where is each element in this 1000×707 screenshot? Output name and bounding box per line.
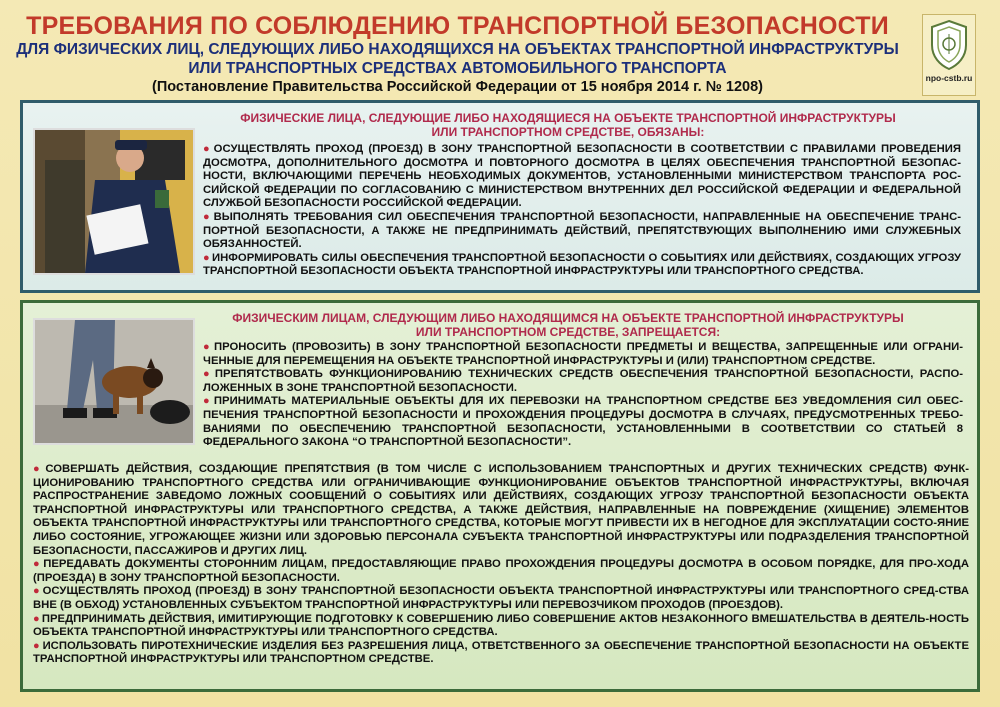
bullet-icon: ● [203,368,213,381]
list-item: ● ПЕРЕДАВАТЬ ДОКУМЕНТЫ СТОРОННИМ ЛИЦАМ, ПРЕДОСТАВЛЯЮЩИЕ ПРАВО ПРОХОЖДЕНИЯ ПРОЦЕДУРЫ ДОСМОТРА В ОСОБОМ ПОРЯДКЕ, ДЛЯ ПРО-ХОДА (ПРОЕЗДА) В ЗОНУ ТРАНСПОРТНОЙ БЕЗОПАСНОСТИ. [33,558,969,584]
poster-header [0,12,915,96]
shield-icon [929,19,969,71]
obligations-heading-line2: ИЛИ ТРАНСПОРТНОМ СРЕДСТВЕ, ОБЯЗАНЫ: [431,125,705,139]
prohibitions-list-lower [33,463,969,667]
list-item: ● ВЫПОЛНЯТЬ ТРЕБОВАНИЯ СИЛ ОБЕСПЕЧЕНИЯ ТРАНСПОРТНОЙ БЕЗОПАСНОСТИ, НАПРАВЛЕННЫЕ НА ОБЕСПЕЧЕНИЕ ТРАНС-ПОРТНОЙ БЕЗОПАСНОСТИ, А ТАКЖЕ НЕ ПРЕДПРИНИМАТЬ ДЕЙСТВИЙ, ПРЕПЯТСТВУЮЩИХ ВЫПОЛНЕНИЮ ИМИ СЛУЖЕБНЫХ ОБЯЗАННОСТЕЙ. [203,210,961,251]
obligations-panel [20,100,980,293]
list-item: ● ПРОНОСИТЬ (ПРОВОЗИТЬ) В ЗОНУ ТРАНСПОРТНОЙ БЕЗОПАСНОСТИ ПРЕДМЕТЫ И ВЕЩЕСТВА, ЗАПРЕЩЕННЫЕ ИЛИ ОГРАНИ-ЧЕННЫЕ ДЛЯ ПЕРЕМЕЩЕНИЯ НА ОБЪЕКТЕ ТРАНСПОРТНОЙ ИНФРАСТРУКТУРЫ И (ИЛИ) ТРАНСПОРТНОМ СРЕДСТВЕ. [203,341,963,367]
bullet-icon: ● [33,558,42,571]
list-item: ● ОСУЩЕСТВЛЯТЬ ПРОХОД (ПРОЕЗД) В ЗОНУ ТРАНСПОРТНОЙ БЕЗОПАСНОСТИ В СООТВЕТСТВИИ С ПРАВИЛАМИ ПРОВЕДЕНИЯ ДОСМОТРА, ДОПОЛНИТЕЛЬНОГО ДОСМОТРА И ПОВТОРНОГО ДОСМОТРА В ЦЕЛЯХ ОБЕСПЕЧЕНИЯ ТРАНСПОРТНОЙ БЕЗОПАС-НОСТИ, ВКЛЮЧАЮЩИМИ ПЕРЕЧЕНЬ НЕОБХОДИМЫХ ДОКУМЕНТОВ, УСТАНОВЛЕННЫМИ МИНИСТЕРСТВОМ ТРАНСПОРТА РОС-СИЙСКОЙ ФЕДЕРАЦИИ ПО СОГЛАСОВАНИЮ С МИНИСТЕРСТВОМ ВНУТРЕННИХ ДЕЛ РОССИЙСКОЙ ФЕДЕРАЦИИ И ФЕДЕРАЛЬНОЙ СЛУЖБОЙ БЕЗОПАСНОСТИ РОССИЙСКОЙ ФЕДЕРАЦИИ. [203,143,961,210]
list-item: ● ПРИНИМАТЬ МАТЕРИАЛЬНЫЕ ОБЪЕКТЫ ДЛЯ ИХ ПЕРЕВОЗКИ НА ТРАНСПОРТНОМ СРЕДСТВЕ БЕЗ УВЕДОМЛЕНИЯ СИЛ ОБЕС-ПЕЧЕНИЯ ТРАНСПОРТНОЙ БЕЗОПАСНОСТИ И ПРОХОЖДЕНИЯ ПРОЦЕДУРЫ ДОСМОТРА В СЛУЧАЯХ, ПРЕДУСМОТРЕННЫХ ТРЕБО-ВАНИЯМИ ПО ОБЕСПЕЧЕНИЮ ТРАНСПОРТНОЙ БЕЗОПАСНОСТИ, УСТАНОВЛЕННЫМИ В СООТВЕТСТВИИ СО СТАТЬЕЙ 8 ФЕДЕРАЛЬНОГО ЗАКОНА “О ТРАНСПОРТНОЙ БЕЗОПАСНОСТИ”. [203,395,963,449]
inspection-photo [33,128,195,275]
obligations-heading [203,111,933,139]
list-item: ● ИНФОРМИРОВАТЬ СИЛЫ ОБЕСПЕЧЕНИЯ ТРАНСПОРТНОЙ БЕЗОПАСНОСТИ О СОБЫТИЯХ ИЛИ ДЕЙСТВИЯХ, СОЗДАЮЩИХ УГРОЗУ ТРАНСПОРТНОЙ БЕЗОПАСНОСТИ ОБЪЕКТА ТРАНСПОРТНОЙ ИНФРАСТРУКТУРЫ ИЛИ ТРАНСПОРТНОГО СРЕДСТВА. [203,251,961,278]
logo-url: npo-cstb.ru [925,73,973,83]
poster-subtitle-line2: ИЛИ ТРАНСПОРТНЫХ СРЕДСТВАХ АВТОМОБИЛЬНОГО ТРАНСПОРТА [188,60,727,77]
bullet-icon: ● [33,585,41,598]
list-item: ● СОВЕРШАТЬ ДЕЙСТВИЯ, СОЗДАЮЩИЕ ПРЕПЯТСТВИЯ (В ТОМ ЧИСЛЕ С ИСПОЛЬЗОВАНИЕМ ТРАНСПОРТНЫХ И ДРУГИХ ТЕХНИЧЕСКИХ СРЕДСТВ) ФУНК-ЦИОНИРОВАНИЮ ТРАНСПОРТНОГО СРЕДСТВА ИЛИ ОГРАНИЧИВАЮЩИЕ ФУНКЦИОНИРОВАНИЕ ОБЪЕКТОВ ТРАНСПОРТНОЙ ИНФРАСТРУКТУРЫ, ВКЛЮЧАЯ РАСПРОСТРАНЕНИЕ ЗАВЕДОМО ЛОЖНЫХ СООБЩЕНИЙ О СОБЫТИЯХ ИЛИ ДЕЙСТВИЯХ, СОЗДАЮЩИХ УГРОЗУ ТРАНСПОРТНОЙ БЕЗОПАСНОСТИ ОБЪЕКТА ТРАНСПОРТНОЙ ИНФРАСТРУКТУРЫ ИЛИ ТРАНСПОРТНОГО СРЕДСТВА, А ТАКЖЕ ДЕЙСТВИЯ, НАПРАВЛЕННЫЕ НА ПОВРЕЖДЕНИЕ (ХИЩЕНИЕ) ЭЛЕМЕНТОВ ОБЪЕКТА ТРАНСПОРТНОЙ ИНФРАСТРУКТУРЫ ИЛИ ТРАНСПОРТНОГО СРЕДСТВА, КОТОРЫЕ МОГУТ ПРИВЕСТИ ИХ В НЕГОДНОЕ ДЛЯ ЭКСПЛУАТАЦИИ СОСТО-ЯНИЕ ЛИБО СОСТОЯНИЕ, УГРОЖАЮЩЕЕ ЖИЗНИ ИЛИ ЗДОРОВЬЮ ПЕРСОНАЛА СУБЪЕКТА ТРАНСПОРТНОЙ ИНФРАСТРУКТУРЫ ИЛИ ПОДРАЗДЕЛЕНИЯ ТРАНСПОРТНОЙ БЕЗОПАСНОСТИ, ПАССАЖИРОВ И ДРУГИХ ЛИЦ. [33,463,969,557]
logo [922,14,976,96]
obligations-list [203,143,961,279]
list-item: ● ОСУЩЕСТВЛЯТЬ ПРОХОД (ПРОЕЗД) В ЗОНУ ТРАНСПОРТНОЙ БЕЗОПАСНОСТИ ОБЪЕКТА ТРАНСПОРТНОЙ ИНФРАСТРУКТУРЫ ИЛИ ТРАНСПОРТНОГО СРЕД-СТВА ВНЕ (В ОБХОД) УСТАНОВЛЕННЫХ СУБЪЕКТОМ ТРАНСПОРТНОЙ ИНФРАСТРУКТУРЫ ИЛИ ПЕРЕВОЗЧИКОМ ПРОХОДОВ (ПРОЕЗДОВ). [33,585,969,611]
list-item: ● ПРЕДПРИНИМАТЬ ДЕЙСТВИЯ, ИМИТИРУЮЩИЕ ПОДГОТОВКУ К СОВЕРШЕНИЮ ЛИБО СОВЕРШЕНИЕ АКТОВ НЕЗАКОННОГО ВМЕШАТЕЛЬСТВА В ДЕЯТЕЛЬ-НОСТЬ ОБЪЕКТА ТРАНСПОРТНОЙ ИНФРАСТРУКТУРЫ ИЛИ ТРАНСПОРТНОГО СРЕДСТВА. [33,612,969,639]
prohibitions-heading [203,311,933,339]
officer-illustration [35,130,193,273]
dog-illustration [35,320,193,443]
prohibitions-panel [20,300,980,692]
list-item: ● ПРЕПЯТСТВОВАТЬ ФУНКЦИОНИРОВАНИЮ ТЕХНИЧЕСКИХ СРЕДСТВ ОБЕСПЕЧЕНИЯ ТРАНСПОРТНОЙ БЕЗОПАСНОСТИ, РАСПО-ЛОЖЕННЫХ В ЗОНЕ ТРАНСПОРТНОЙ БЕЗОПАСНОСТИ. [203,368,963,394]
bullet-icon: ● [33,639,41,652]
bullet-icon: ● [203,210,212,223]
sniffer-dog-photo [33,318,195,445]
decree-reference: (Постановление Правительства Российской Федерации от 15 ноября 2014 г. № 1208) [151,79,764,95]
prohibitions-list-upper [203,341,963,450]
bullet-icon: ● [203,251,211,264]
bullet-icon: ● [203,395,212,408]
bullet-icon: ● [203,143,212,155]
list-item: ● ИСПОЛЬЗОВАТЬ ПИРОТЕХНИЧЕСКИЕ ИЗДЕЛИЯ БЕЗ РАЗРЕШЕНИЯ ЛИЦА, ОТВЕТСТВЕННОГО ЗА ОБЕСПЕЧЕНИЕ ТРАНСПОРТНОЙ БЕЗОПАСНОСТИ НА ОБЪЕКТЕ ТРАНСПОРТНОЙ ИНФРАСТРУКТУРЫ ИЛИ ТРАНСПОРТНОМ СРЕДСТВЕ. [33,639,969,666]
bullet-icon: ● [33,612,40,625]
poster-title: ТРЕБОВАНИЯ ПО СОБЛЮДЕНИЮ ТРАНСПОРТНОЙ БЕЗОПАСНОСТИ [26,12,889,40]
bullet-icon: ● [33,463,44,475]
prohibitions-heading-line2: ИЛИ ТРАНСПОРТНОМ СРЕДСТВЕ, ЗАПРЕЩАЕТСЯ: [415,325,721,339]
poster-subtitle-line1: ДЛЯ ФИЗИЧЕСКИХ ЛИЦ, СЛЕДУЮЩИХ ЛИБО НАХОДЯЩИХСЯ НА ОБЪЕКТАХ ТРАНСПОРТНОЙ ИНФРАСТРУКТУРЫ [16,41,899,58]
obligations-heading-line1: ФИЗИЧЕСКИЕ ЛИЦА, СЛЕДУЮЩИЕ ЛИБО НАХОДЯЩИЕСЯ НА ОБЪЕКТЕ ТРАНСПОРТНОЙ ИНФРАСТРУКТУРЫ [240,111,896,125]
bullet-icon: ● [203,341,212,353]
prohibitions-heading-line1: ФИЗИЧЕСКИМ ЛИЦАМ, СЛЕДУЮЩИМ ЛИБО НАХОДЯЩИМСЯ НА ОБЪЕКТЕ ТРАНСПОРТНОЙ ИНФРАСТРУКТУРЫ [232,311,904,325]
